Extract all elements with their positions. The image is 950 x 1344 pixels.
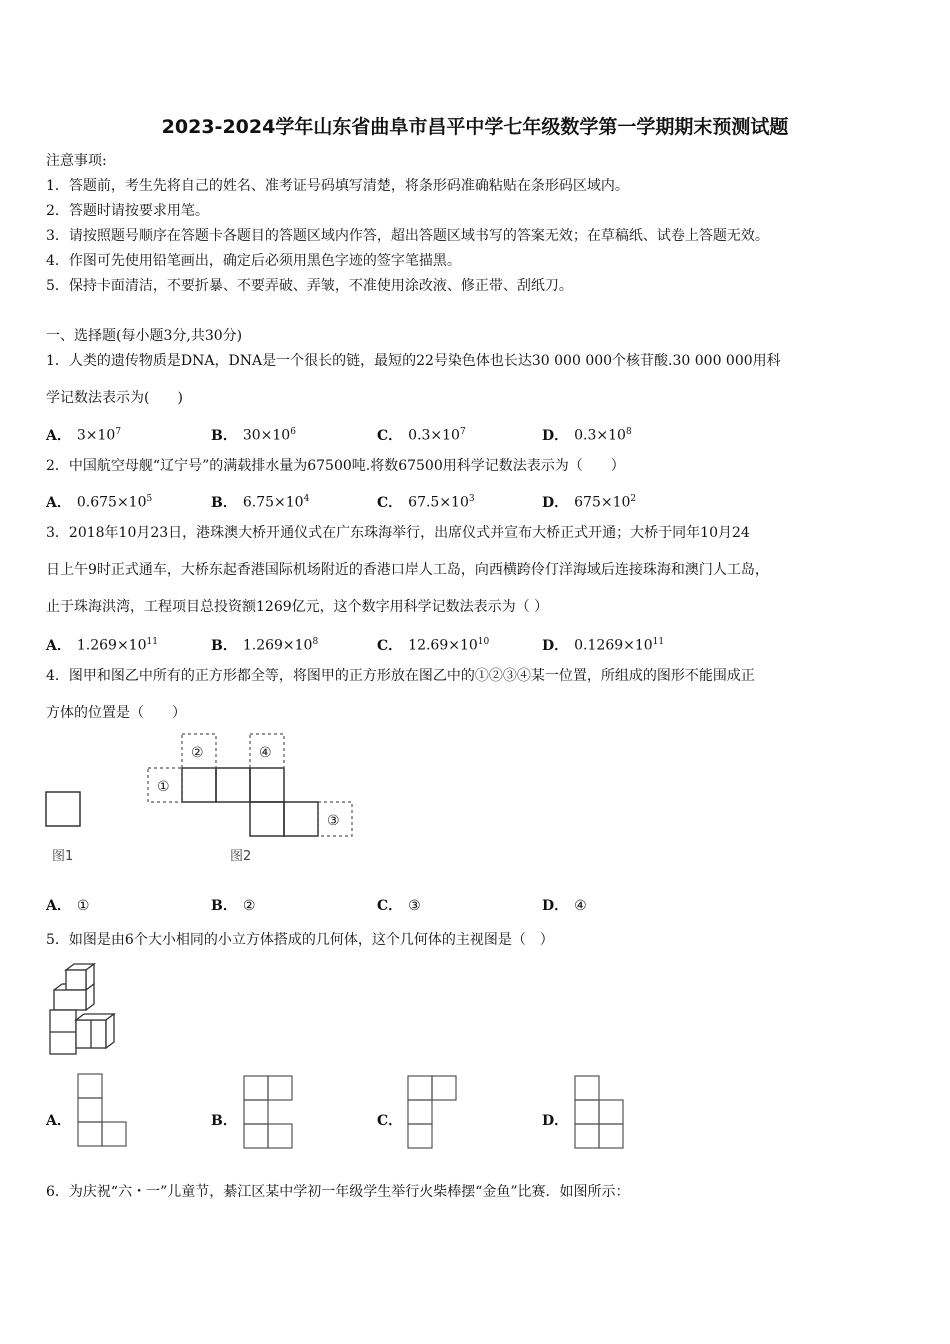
notice-item: 4．作图可先使用铅笔画出，确定后必须用黑色字迹的签字笔描黑。 <box>46 253 461 269</box>
q4-option-c: C． ③ <box>377 898 421 914</box>
q2-option-a: A． $0.675\times 10^5$ <box>46 494 153 511</box>
position-1-label: ① <box>157 779 170 795</box>
q5-option-a: A． <box>46 1113 71 1129</box>
q4-option-b: B． ② <box>211 898 256 914</box>
q5-option-d-figure <box>573 1074 627 1150</box>
fig1-label: 图1 <box>52 849 74 864</box>
q2-option-b: B． $6.75\times 10^4$ <box>211 494 310 511</box>
q5-option-a-figure <box>76 1072 130 1148</box>
q4-figures <box>40 730 370 870</box>
q4-option-a: A． ① <box>46 898 90 914</box>
notice-item: 1．答题前，考生先将自己的姓名、准考证号码填写清楚，将条形码准确粘贴在条形码区域内。 <box>46 178 629 194</box>
fig2-label: 图2 <box>230 849 252 864</box>
q3-option-c: C． $12.69\times 10^{10}$ <box>377 637 490 654</box>
notice-heading: 注意事项: <box>46 153 107 169</box>
position-3-label: ③ <box>327 813 340 829</box>
q5-text: 5．如图是由6个大小相同的小立方体搭成的几何体，这个几何体的主视图是（ ） <box>46 932 554 948</box>
q3-option-d: D． $0.1269\times 10^{11}$ <box>542 637 665 654</box>
q4-text: 4．图甲和图乙中所有的正方形都全等，将图甲的正方形放在图乙中的①②③④某一位置，所组成的图形不能围成正 <box>46 668 755 684</box>
q3-option-b: B． $1.269\times 10^8$ <box>211 637 319 654</box>
q5-option-c: C． <box>377 1113 403 1129</box>
q1-text: 学记数法表示为( ) <box>46 390 183 406</box>
position-4-label: ④ <box>259 745 272 761</box>
q4-text: 方体的位置是（ ） <box>46 705 186 721</box>
notice-item: 3．请按照题号顺序在答题卡各题目的答题区域内作答，超出答题区域书写的答案无效；在草稿纸、试卷上答题无效。 <box>46 228 769 244</box>
fig2-net <box>182 768 318 836</box>
q2-option-d: D． $675\times 10^2$ <box>542 494 637 511</box>
q1-option-c: C． $0.3\times 10^7$ <box>377 427 466 444</box>
q3-option-a: A． $1.269\times 10^{11}$ <box>46 637 158 654</box>
q3-text: 3．2018年10月23日，港珠澳大桥开通仪式在广东珠海举行，出席仪式并宣布大桥正式开通；大桥于同年10月24 <box>46 525 750 541</box>
notice-item: 2．答题时请按要求用笔。 <box>46 203 209 219</box>
q5-option-b: B． <box>211 1113 237 1129</box>
q3-text: 止于珠海洪湾，工程项目总投资额1269亿元，这个数字用科学记数法表示为（ ） <box>46 599 549 615</box>
q4-option-d: D． ④ <box>542 898 587 914</box>
section-heading: 一、选择题(每小题3分,共30分) <box>46 328 243 344</box>
q5-option-d: D． <box>542 1113 569 1129</box>
q5-option-c-figure <box>406 1074 460 1150</box>
q2-text: 2．中国航空母舰“辽宁号”的满载排水量为67500吨.将数67500用科学记数法表示为（ ） <box>46 458 625 474</box>
fig1-square <box>46 792 80 826</box>
q1-option-d: D． $0.3\times 10^8$ <box>542 427 632 444</box>
q1-option-a: A． $3\times 10^7$ <box>46 427 122 444</box>
q5-solid-figure <box>44 962 118 1058</box>
position-2-label: ② <box>191 745 204 761</box>
q2-option-c: C． $67.5\times 10^3$ <box>377 494 475 511</box>
q6-text: 6．为庆祝“六・一”儿童节，綦江区某中学初一年级学生举行火柴棒摆“金鱼”比赛．如图所示： <box>46 1184 630 1200</box>
q3-text: 日上午9时正式通车，大桥东起香港国际机场附近的香港口岸人工岛，向西横跨伶仃洋海域后连接珠海和澳门人工岛， <box>46 562 769 578</box>
q1-text: 1．人类的遗传物质是DNA，DNA是一个很长的链，最短的22号染色体也长达30 000 000个核苷酸.30 000 000用科 <box>46 353 781 369</box>
notice-item: 5．保持卡面清洁，不要折暴、不要弄破、弄皱，不准使用涂改液、修正带、刮纸刀。 <box>46 278 573 294</box>
q1-option-b: B． $30\times 10^6$ <box>211 427 296 444</box>
q5-option-b-figure <box>242 1074 296 1150</box>
page-title: 2023-2024学年山东省曲阜市昌平中学七年级数学第一学期期末预测试题 <box>161 116 789 138</box>
